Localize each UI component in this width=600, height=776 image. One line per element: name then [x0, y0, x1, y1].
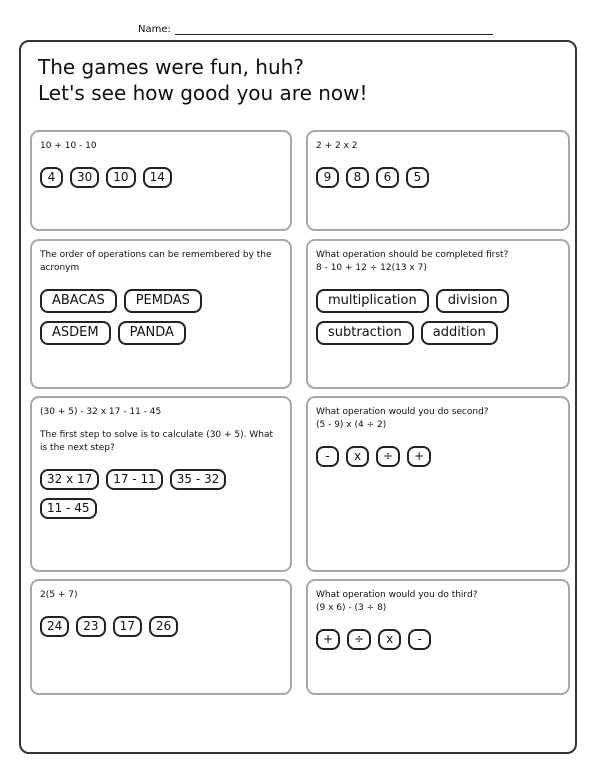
answer-option[interactable]: -	[408, 629, 431, 650]
answer-options	[40, 616, 282, 637]
answer-option[interactable]: -	[316, 446, 339, 467]
title-line-2: Let's see how good you are now!	[38, 81, 368, 105]
question-card-7	[30, 579, 292, 695]
answer-option[interactable]: 35 - 32	[170, 469, 227, 490]
answer-option[interactable]: x	[378, 629, 401, 650]
answer-options	[40, 167, 282, 188]
question-prompt: 10 + 10 - 10	[40, 141, 97, 151]
answer-options	[316, 289, 516, 345]
answer-option[interactable]: 23	[76, 616, 105, 637]
answer-option[interactable]: PEMDAS	[124, 289, 202, 313]
answer-option[interactable]: ABACAS	[40, 289, 117, 313]
question-card-1	[30, 130, 292, 231]
answer-options	[316, 167, 560, 188]
answer-option[interactable]: 26	[149, 616, 178, 637]
title-line-1: The games were fun, huh?	[38, 55, 304, 79]
answer-option[interactable]: multiplication	[316, 289, 429, 313]
question-prompt: What operation would you do second?	[316, 407, 489, 417]
question-expression: (9 x 6) - (3 ÷ 8)	[316, 603, 387, 613]
answer-options	[316, 629, 560, 650]
answer-options	[40, 469, 260, 519]
name-field[interactable]	[138, 24, 171, 35]
question-prompt: What operation should be completed first?	[316, 250, 509, 260]
answer-option[interactable]: division	[436, 289, 510, 313]
answer-option[interactable]: ÷	[347, 629, 371, 650]
answer-option[interactable]: ÷	[376, 446, 400, 467]
question-prompt: (30 + 5) - 32 x 17 - 11 - 45	[40, 407, 162, 417]
answer-option[interactable]: 24	[40, 616, 69, 637]
answer-option[interactable]: ASDEM	[40, 321, 111, 345]
answer-option[interactable]: 4	[40, 167, 63, 188]
question-prompt: The order of operations can be remembered by the acronym	[40, 250, 272, 273]
answer-option[interactable]: 17	[113, 616, 142, 637]
answer-options	[316, 446, 560, 467]
question-card-2	[306, 130, 570, 231]
answer-option[interactable]: 14	[143, 167, 172, 188]
answer-option[interactable]: 30	[70, 167, 99, 188]
answer-option[interactable]: 17 - 11	[106, 469, 163, 490]
answer-option[interactable]: 10	[106, 167, 135, 188]
question-prompt: 2(5 + 7)	[40, 590, 78, 600]
answer-option[interactable]: +	[316, 629, 340, 650]
answer-option[interactable]: 5	[406, 167, 429, 188]
name-label: Name:	[138, 24, 171, 35]
answer-option[interactable]: subtraction	[316, 321, 414, 345]
question-card-8	[306, 579, 570, 695]
answer-option[interactable]: 6	[376, 167, 399, 188]
name-underline[interactable]	[175, 34, 493, 35]
answer-options	[40, 289, 240, 345]
answer-option[interactable]: 9	[316, 167, 339, 188]
question-prompt: 2 + 2 x 2	[316, 141, 358, 151]
question-card-3	[30, 239, 292, 389]
question-instruction: The first step to solve is to calculate (30 + 5). What is the next step?	[40, 430, 274, 453]
answer-option[interactable]: PANDA	[118, 321, 186, 345]
question-card-6	[306, 396, 570, 572]
page-title	[38, 54, 368, 106]
question-expression: (5 - 9) x (4 ÷ 2)	[316, 420, 387, 430]
answer-option[interactable]: +	[407, 446, 431, 467]
answer-option[interactable]: x	[346, 446, 369, 467]
question-expression: 8 - 10 + 12 ÷ 12(13 x 7)	[316, 263, 427, 273]
question-card-5	[30, 396, 292, 572]
answer-option[interactable]: 32 x 17	[40, 469, 99, 490]
question-prompt: What operation would you do third?	[316, 590, 478, 600]
answer-option[interactable]: addition	[421, 321, 498, 345]
answer-option[interactable]: 11 - 45	[40, 498, 97, 519]
question-card-4	[306, 239, 570, 389]
answer-option[interactable]: 8	[346, 167, 369, 188]
